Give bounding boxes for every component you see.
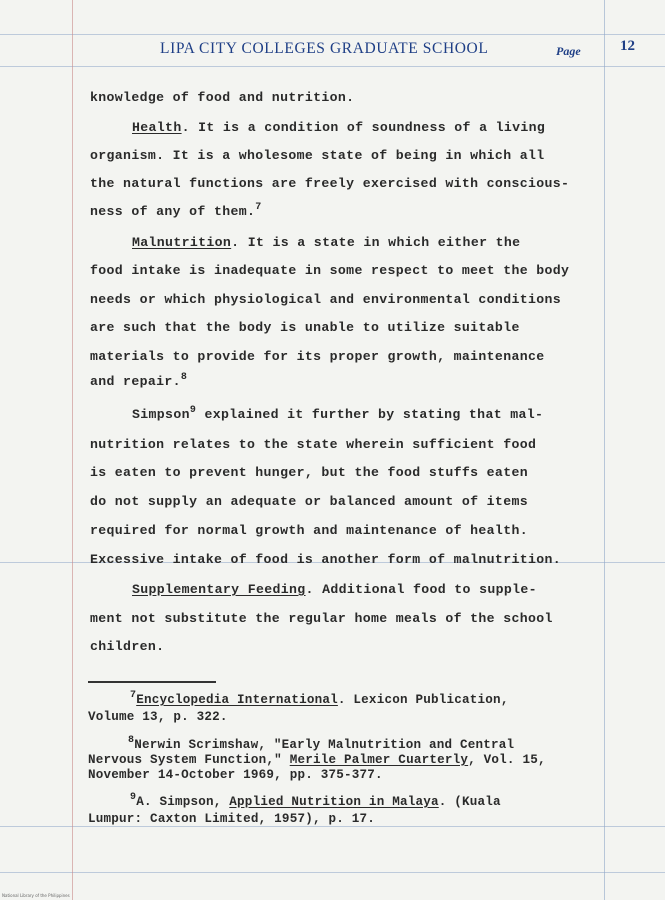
body-line: organism. It is a wholesome state of being in which all (90, 148, 545, 163)
body-line: materials to provide for its proper growth, maintenance (90, 349, 545, 364)
body-line: children. (90, 639, 165, 654)
page-number: 12 (620, 38, 635, 54)
footer-source: National Library of the Philippines (2, 893, 70, 898)
body-line: and repair.$^8$ (90, 372, 188, 389)
footnote-ref: 7 (255, 202, 262, 213)
footnote-8-line3: November 14-October 1969, pp. 375-377. (88, 768, 383, 782)
rule-line (0, 826, 665, 827)
page-header-title: LIPA CITY COLLEGES GRADUATE SCHOOL (160, 40, 489, 57)
body-line: nutrition relates to the state wherein sufficient food (90, 437, 537, 452)
definition-supplementary-feeding: Supplementary Feeding. Additional food to supple- (132, 582, 537, 597)
footnote-8-line2: Nervous System Function," Merile Palmer Cuarterly, Vol. 15, (88, 753, 546, 767)
body-line: are such that the body is unable to utilize suitable (90, 320, 520, 335)
body-line: the natural functions are freely exercised with conscious- (90, 176, 570, 191)
rule-line (0, 34, 665, 35)
footnote-separator (88, 681, 216, 683)
footnote-9-line2: Lumpur: Caxton Limited, 1957), p. 17. (88, 812, 376, 826)
rule-line (0, 872, 665, 873)
footnote-7-line2: Volume 13, p. 322. (88, 710, 228, 724)
footnote-ref: 8 (180, 372, 188, 383)
body-line: needs or which physiological and environmental conditions (90, 292, 562, 307)
paragraph-simpson: Simpson$^9$ explained it further by stating that mal- (132, 405, 544, 422)
body-line: ness of any of them.$^7$ (90, 202, 262, 219)
rule-line (0, 66, 665, 67)
footnote-9: $^9$A. Simpson, Applied Nutrition in Malaya. (Kuala (130, 792, 501, 809)
footnote-7: $^7$Encyclopedia International. Lexicon Publication, (130, 690, 509, 707)
term-malnutrition: Malnutrition (132, 235, 232, 250)
definition-malnutrition: Malnutrition. It is a state in which either the (132, 235, 521, 250)
body-line: knowledge of food and nutrition. (90, 90, 355, 105)
margin-line-right (604, 0, 605, 900)
body-line: required for normal growth and maintenance of health. (90, 523, 528, 538)
body-line: do not supply an adequate or balanced amount of items (90, 494, 528, 509)
body-line: ment not substitute the regular home meals of the school (90, 611, 553, 626)
definition-health: Health. It is a condition of soundness of a living (132, 120, 546, 135)
body-line: is eaten to prevent hunger, but the food stuffs eaten (90, 465, 528, 480)
term-health: Health (132, 120, 182, 135)
margin-line-left (72, 0, 73, 900)
term-supplementary-feeding: Supplementary Feeding (132, 582, 306, 597)
page-label: Page (556, 44, 581, 58)
body-line: food intake is inadequate in some respect to meet the body (90, 263, 570, 278)
footnote-8: $^8$Nerwin Scrimshaw, "Early Malnutrition and Central (128, 735, 515, 752)
footnote-ref: 9 (189, 405, 197, 416)
body-line: Excessive intake of food is another form of malnutrition. (90, 552, 562, 567)
